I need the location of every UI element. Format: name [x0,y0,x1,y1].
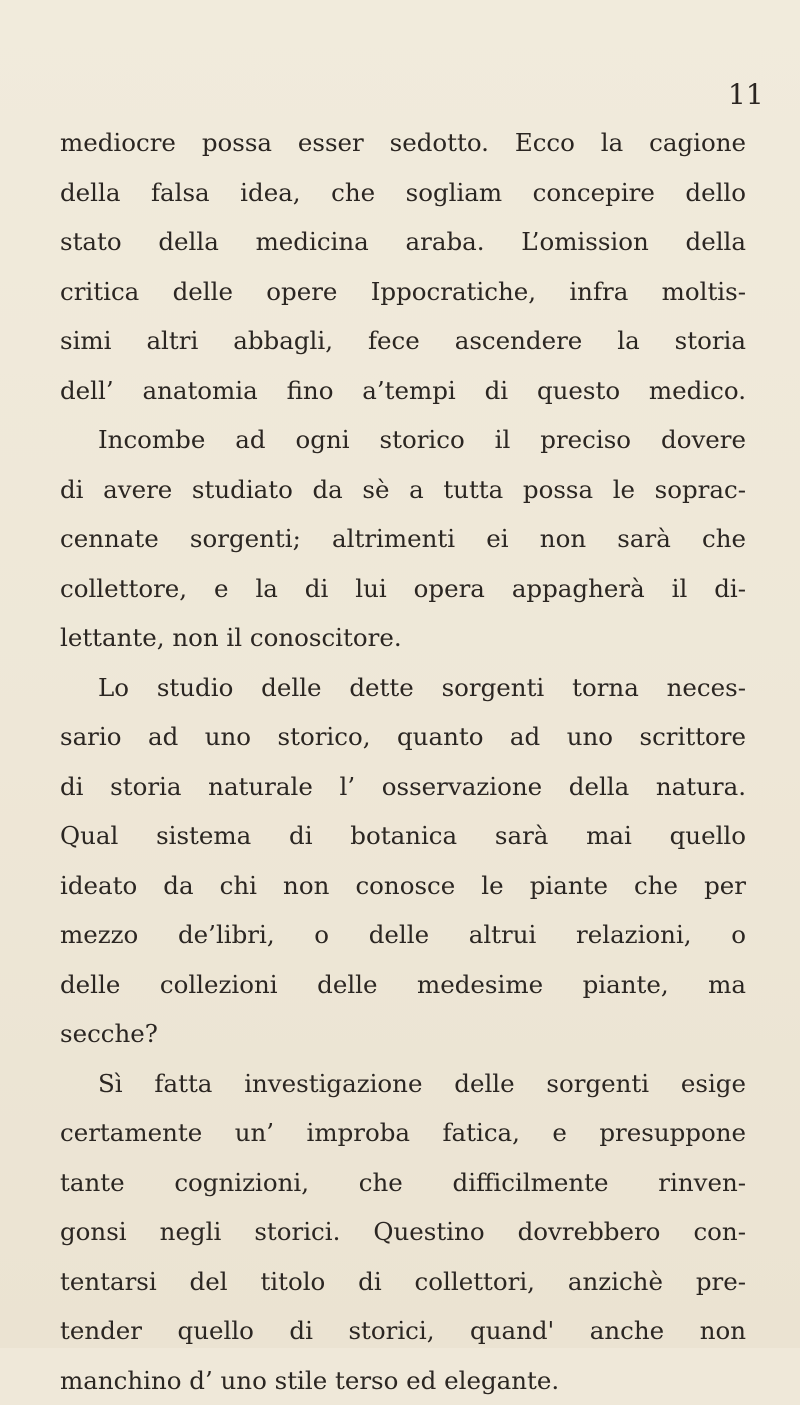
text-line: dell’ anatomia fino a’tempi di questo medico. [60,366,746,416]
text-line: della falsa idea, che sogliam concepire dello [60,168,746,218]
text-line: tender quello di storici, quand' anche non [60,1306,746,1356]
text-line: ideato da chi non conosce le piante che per [60,861,746,911]
text-line: mediocre possa esser sedotto. Ecco la cagione [60,118,746,168]
text-line: Incombe ad ogni storico il preciso dovere [60,415,746,465]
text-line: critica delle opere Ippocratiche, infra moltis- [60,267,746,317]
text-line: tentarsi del titolo di collettori, anzichè pre- [60,1257,746,1307]
text-line: delle collezioni delle medesime piante, ma [60,960,746,1010]
body-text [60,118,746,1405]
page-number: 11 [728,80,764,110]
text-line: sario ad uno storico, quanto ad uno scrittore [60,712,746,762]
text-line: stato della medicina araba. L’omission della [60,217,746,267]
text-line: simi altri abbagli, fece ascendere la storia [60,316,746,366]
text-line: di storia naturale l’ osservazione della natura. [60,762,746,812]
text-line: mezzo de’libri, o delle altrui relazioni, o [60,910,746,960]
text-line: Sì fatta investigazione delle sorgenti esige [60,1059,746,1109]
text-line: cennate sorgenti; altrimenti ei non sarà che [60,514,746,564]
text-line: lettante, non il conoscitore. [60,613,746,663]
text-line: secche? [60,1009,746,1059]
text-line: manchino d’ uno stile terso ed elegante. [60,1356,746,1405]
text-line: Lo studio delle dette sorgenti torna neces- [60,663,746,713]
text-line: collettore, e la di lui opera appagherà il di- [60,564,746,614]
text-line: gonsi negli storici. Questino dovrebbero con- [60,1207,746,1257]
text-line: di avere studiato da sè a tutta possa le soprac- [60,465,746,515]
text-line: certamente un’ improba fatica, e presuppone [60,1108,746,1158]
text-line: Qual sistema di botanica sarà mai quello [60,811,746,861]
text-line: tante cognizioni, che difficilmente rinven- [60,1158,746,1208]
